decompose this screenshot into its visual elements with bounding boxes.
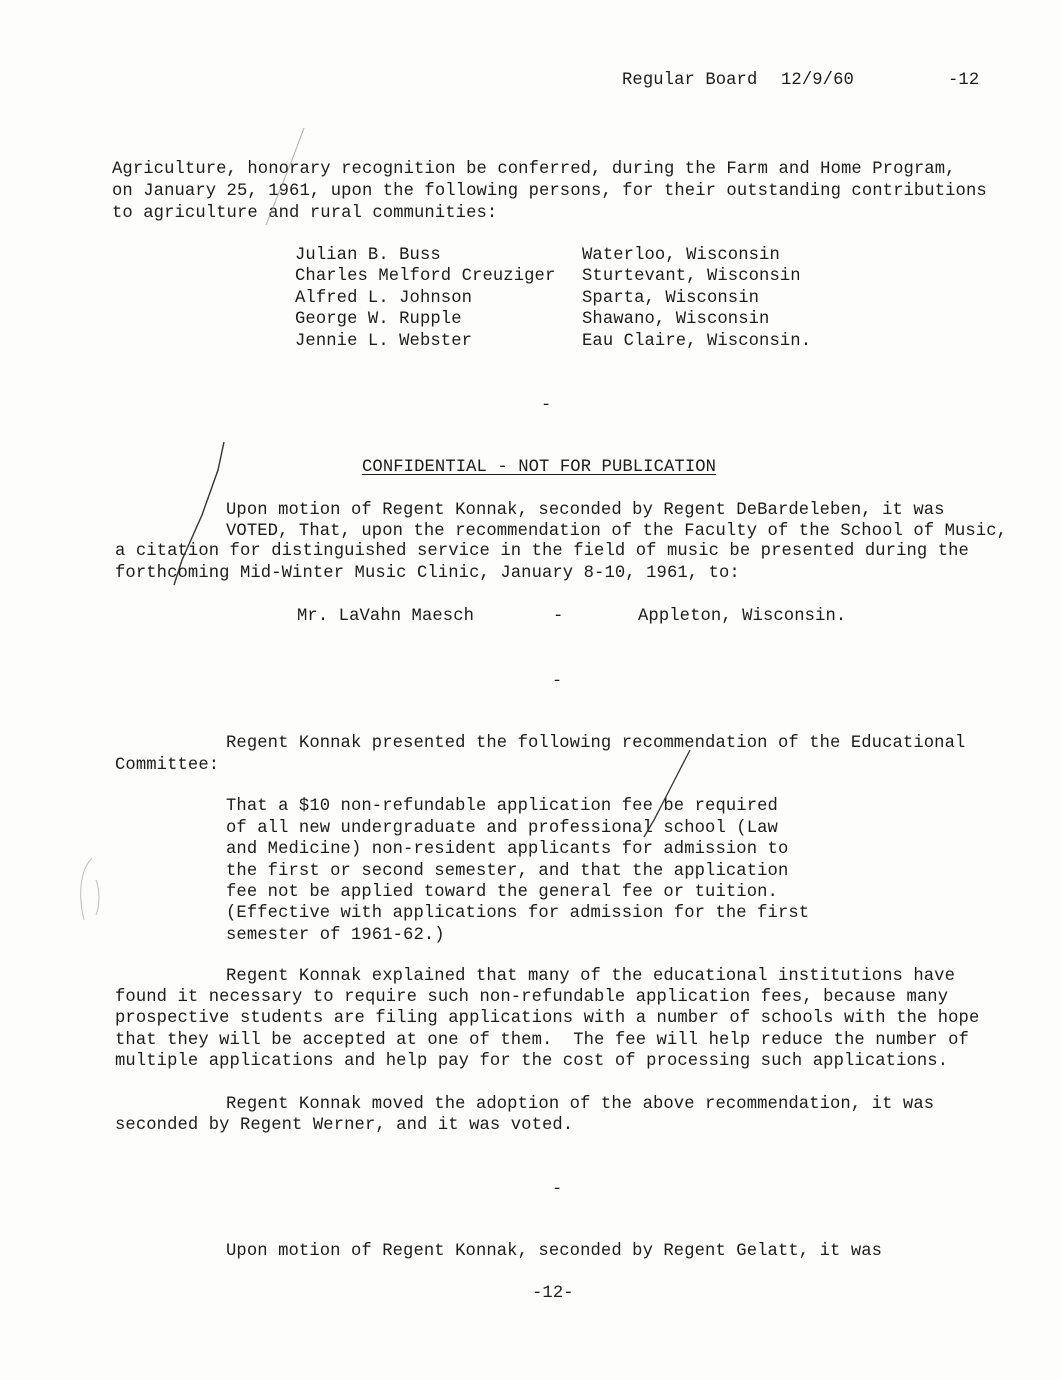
section-separator: - bbox=[541, 396, 552, 415]
header-page-number: -12 bbox=[948, 71, 980, 90]
explanation-line: that they will be accepted at one of them. The fee will help reduce the number of bbox=[115, 1031, 969, 1050]
explanation-line: Regent Konnak explained that many of the educational institutions have bbox=[226, 967, 955, 986]
section-separator: - bbox=[552, 1180, 563, 1199]
section1-line-1: Agriculture, honorary recognition be conferred, during the Farm and Home Program, bbox=[112, 160, 956, 179]
section3-intro-2: Committee: bbox=[115, 756, 220, 775]
footer-page-number: -12- bbox=[532, 1284, 574, 1303]
recipient-name: Mr. LaVahn Maesch bbox=[297, 607, 475, 626]
section-separator: - bbox=[552, 672, 563, 691]
honoree-place: Sparta, Wisconsin bbox=[582, 289, 760, 308]
recipient-dash: - bbox=[553, 607, 564, 626]
header-date: 12/9/60 bbox=[781, 71, 854, 90]
honoree-name: Charles Melford Creuziger bbox=[295, 267, 556, 286]
recommendation-line: (Effective with applications for admission for the first bbox=[226, 904, 810, 923]
recommendation-line: fee not be applied toward the general fee or tuition. bbox=[226, 883, 778, 902]
section1-line-2: on January 25, 1961, upon the following persons, for their outstanding contributions bbox=[112, 182, 987, 201]
explanation-line: multiple applications and help pay for the cost of processing such applications. bbox=[115, 1052, 949, 1071]
pencil-scribble-icon bbox=[70, 850, 120, 930]
honoree-name: George W. Rupple bbox=[295, 310, 462, 329]
section2-line-1: Upon motion of Regent Konnak, seconded by Regent DeBardeleben, it was bbox=[226, 501, 945, 520]
motion-line: seconded by Regent Werner, and it was voted. bbox=[115, 1116, 574, 1135]
honoree-name: Alfred L. Johnson bbox=[295, 289, 473, 308]
recommendation-line: the first or second semester, and that the application bbox=[226, 862, 789, 881]
recommendation-line: semester of 1961-62.) bbox=[226, 926, 445, 945]
honoree-place: Waterloo, Wisconsin bbox=[582, 246, 780, 265]
motion-line: Regent Konnak moved the adoption of the above recommendation, it was bbox=[226, 1095, 935, 1114]
section1-line-3: to agriculture and rural communities: bbox=[112, 204, 498, 223]
honoree-name: Julian B. Buss bbox=[295, 246, 441, 265]
section2-line-2: VOTED, That, upon the recommendation of the Faculty of the School of Music, bbox=[226, 522, 1008, 541]
section2-line-4: forthcoming Mid-Winter Music Clinic, January 8-10, 1961, to: bbox=[115, 564, 740, 583]
section2-line-3: a citation for distinguished service in the field of music be presented during the bbox=[115, 542, 969, 561]
recommendation-line: That a $10 non-refundable application fee be required bbox=[226, 797, 778, 816]
honoree-place: Eau Claire, Wisconsin. bbox=[582, 332, 812, 351]
explanation-line: prospective students are filing applications with a number of schools with the hope bbox=[115, 1009, 980, 1028]
honoree-name: Jennie L. Webster bbox=[295, 332, 473, 351]
honoree-place: Shawano, Wisconsin bbox=[582, 310, 770, 329]
recommendation-line: and Medicine) non-resident applicants for admission to bbox=[226, 840, 789, 859]
header-title: Regular Board bbox=[622, 71, 758, 90]
section3-intro-1: Regent Konnak presented the following recommendation of the Educational bbox=[226, 734, 966, 753]
explanation-line: found it necessary to require such non-refundable application fees, because many bbox=[115, 988, 949, 1007]
recommendation-line: of all new undergraduate and professional school (Law bbox=[226, 819, 778, 838]
section4-line: Upon motion of Regent Konnak, seconded by Regent Gelatt, it was bbox=[226, 1242, 883, 1261]
confidential-heading: CONFIDENTIAL - NOT FOR PUBLICATION bbox=[362, 458, 717, 477]
honoree-place: Sturtevant, Wisconsin bbox=[582, 267, 801, 286]
recipient-place: Appleton, Wisconsin. bbox=[638, 607, 847, 626]
